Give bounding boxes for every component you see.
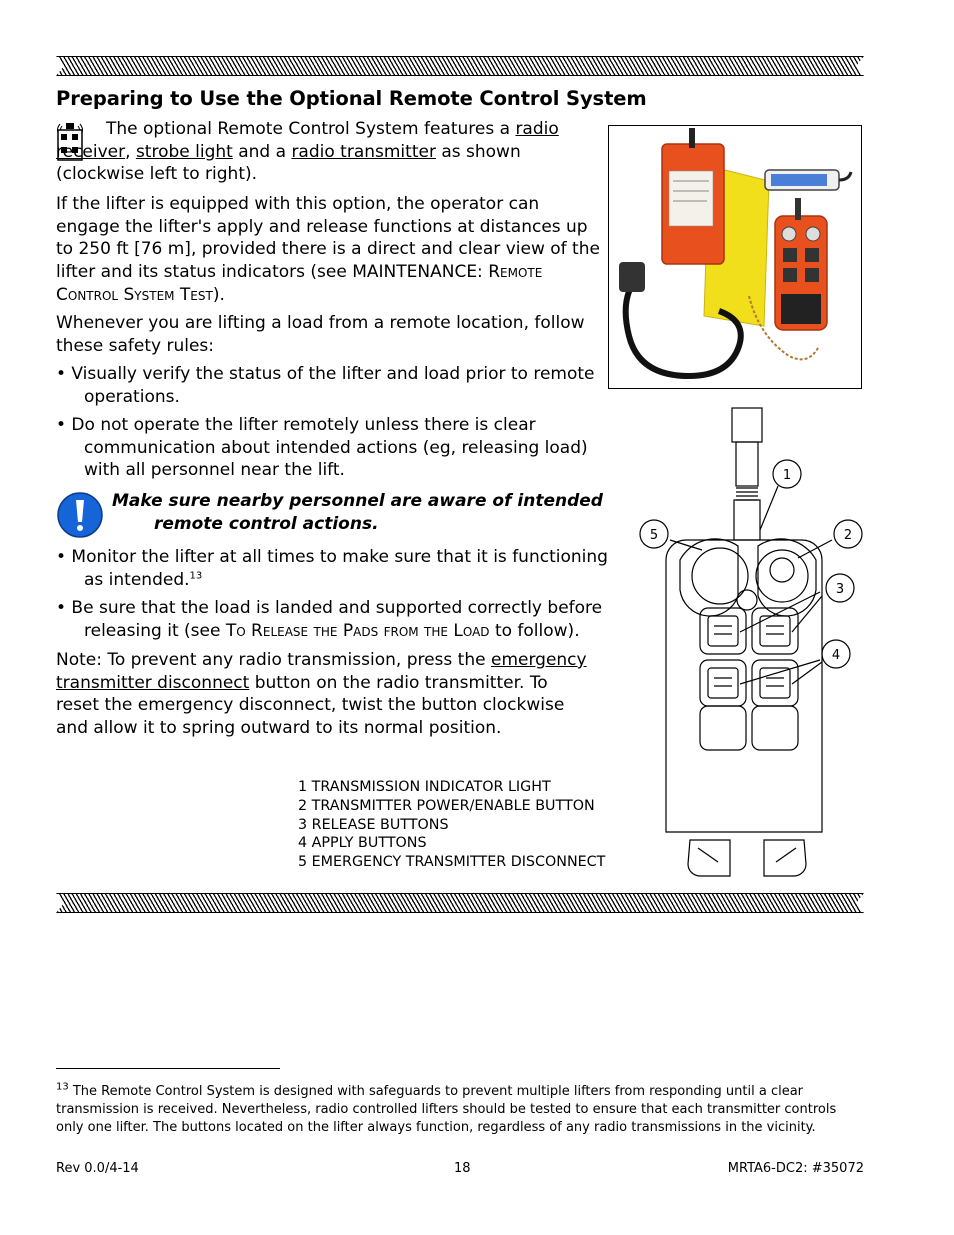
callout-5: 5 — [649, 528, 659, 543]
callout-4: 4 — [831, 648, 841, 663]
transmitter-diagram — [630, 400, 864, 882]
warning-text: Make sure nearby personnel are aware of intended remote control actions. — [112, 491, 603, 534]
bullet-communication: • Do not operate the lifter remotely unless there is clear communication about intended actions (eg, releasing load) with all personnel near the lift. — [56, 415, 588, 481]
safety-rules-paragraph: Whenever you are lifting a load from a remote location, follow these safety rules: — [56, 313, 585, 356]
bullet-verify-status: • Visually verify the status of the lifter and load prior to remote operations. — [56, 364, 595, 407]
intro-paragraph: The optional Remote Control System features a radio receiver, strobe light and a radio transmitter as shown (clockwise left to right). — [56, 119, 559, 185]
note-paragraph: Note: To prevent any radio transmission, press the emergency transmitter disconnect button on the radio transmitter. To reset the emergency disconnect, twist the button clockwise and allow it to spring outward to its normal position. — [56, 650, 587, 739]
emergency-disconnect-link[interactable]: emergency transmitter disconnect — [56, 650, 587, 693]
footnote-ref[interactable]: 13 — [189, 570, 203, 582]
bullet-landed: • Be sure that the load is landed and supported correctly before releasing it (see To Release the Pads from the Load to follow). — [56, 598, 603, 641]
strobe-light-link[interactable]: strobe light — [135, 141, 233, 162]
radio-receiver-link[interactable]: radio receiver — [56, 119, 559, 162]
maintenance-ref: Remote Control System Test — [56, 262, 543, 305]
footnote: $^{13}$ The Remote Control System is designed with safeguards to prevent multiple lifters from responding until a clear transmission is received. Nevertheless, radio controlled lifters should be tested to ensure that each transmitter controls only one lifter. The buttons located on the lifter always function, regardless of any radio transmissions in the vicinity. — [56, 1081, 837, 1135]
page-heading: Preparing to Use the Optional Remote Control System — [56, 87, 647, 110]
diagram-legend — [298, 778, 605, 872]
legend-item: 1 TRANSMISSION INDICATOR LIGHT — [298, 779, 551, 795]
callout-1: 1 — [782, 468, 792, 483]
top-hatch-divider — [56, 56, 864, 76]
radio-transmitter-link[interactable]: radio transmitter — [291, 141, 436, 162]
legend-item: 5 EMERGENCY TRANSMITTER DISCONNECT — [298, 854, 606, 871]
callout-2: 2 — [843, 528, 853, 543]
equipped-paragraph: If the lifter is equipped with this option, the operator can engage the lifter's apply and release functions at distances up to 250 ft [76 m], provided there is a direct and clear view of the lifter and its status indicators (see MAINTENANCE: Remote Control System Test). — [56, 194, 600, 305]
footer-document-id: MRTA6-DC2: #35072 — [727, 1161, 864, 1176]
callout-3: 3 — [835, 582, 845, 597]
warning-exclamation-icon — [56, 491, 104, 539]
footer-revision: Rev 0.0/4-14 — [56, 1161, 139, 1176]
footnote-mark: 13 — [56, 1081, 69, 1093]
legend-item: 4 APPLY BUTTONS — [298, 835, 427, 852]
legend-item: 3 RELEASE BUTTONS — [298, 816, 449, 833]
bullet-monitor: • Monitor the lifter at all times to make sure that it is functioning as intended.$^{13}$ — [56, 547, 608, 590]
legend-item: 2 TRANSMITTER POWER/ENABLE BUTTON — [298, 797, 595, 814]
bottom-hatch-divider — [56, 893, 864, 913]
footer-page-number: 18 — [454, 1161, 471, 1176]
remote-system-photo — [608, 125, 862, 389]
footnote-rule — [56, 1068, 280, 1069]
release-pads-ref: To Release the Pads from the Load — [225, 620, 490, 641]
